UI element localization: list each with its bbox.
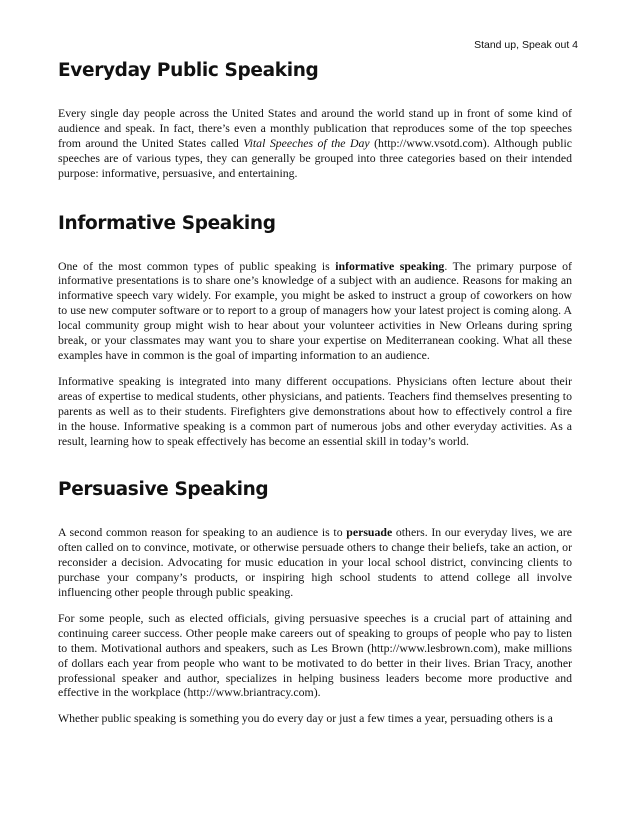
paragraph bbox=[58, 259, 572, 363]
paragraph bbox=[58, 525, 572, 600]
paragraph-text: Every single day people across the United States and around the world stand up in front of some kind of audience and speak. In fact, there’s even a monthly publication that reproduces some of the top speeches from around the United States called bbox=[58, 106, 572, 150]
key-term: persuade bbox=[346, 525, 393, 540]
running-head: Stand up, Speak out 4 bbox=[474, 39, 578, 51]
key-term: informative speaking bbox=[335, 258, 445, 273]
paragraph: Informative speaking is integrated into many different occupations. Physicians often lecture about their areas of expertise to medical students, other physicians, and patients. Teachers find themselves presenting to parents as well as to their students. Firefighters give demonstrations about how to effectively control a fire in the house. Informative speaking is a common part of numerous jobs and other everyday activities. As a result, learning how to speak effectively has become an essential skill in today’s world. bbox=[58, 373, 572, 448]
section-heading: Persuasive Speaking bbox=[58, 479, 269, 501]
page-content bbox=[58, 58, 572, 726]
paragraph-text: others. In our everyday lives, we are often called on to convince, motivate, or otherwise persuade others to change their beliefs, take an action, or reconsider a decision. Advocating for music education in your local school district, convincing clients to purchase your company’s products, or inspiring high school students to attend college all involve influencing other people through public speaking. bbox=[58, 525, 572, 600]
paragraph: For some people, such as elected officials, giving persuasive speeches is a crucial part of attaining and continuing career success. Other people make careers out of speaking to groups of people who pay to listen to them. Motivational authors and speakers, such as Les Brown (http://www.lesbrown.com), make millions of dollars each year from people who want to be motivated to do better in their lives. Brian Tracy, another professional speaker and author, specializes in helping business leaders become more productive and effective in the workplace (http://www.briantracy.com). bbox=[58, 610, 572, 700]
section-persuasive-speaking bbox=[58, 477, 572, 726]
section-heading: Informative Speaking bbox=[58, 212, 276, 234]
section-everyday-public-speaking bbox=[58, 58, 572, 181]
paragraph-text: (http://www.vsotd.com). Although public speeches are of various types, they can generally be grouped into three categories based on their intended purpose: informative, persuasive, and entertaining. bbox=[58, 135, 572, 180]
paragraph-text: A second common reason for speaking to an audience is to bbox=[58, 525, 347, 540]
paragraph bbox=[58, 106, 572, 181]
section-informative-speaking bbox=[58, 211, 572, 449]
section-heading: Everyday Public Speaking bbox=[58, 60, 319, 81]
paragraph-text: . The primary purpose of informative presentations is to share one’s knowledge of a subject with an audience. Reasons for making an informative speech vary widely. For example, you might be asked to instruct a group of coworkers on how to use new computer software or to report to a group of managers how your latest project is coming along. A local community group might wish to hear about your volunteer activities in New Orleans during spring break, or your classmates may want you to share your expertise on Mediterranean cooking. What all these examples have in common is the goal of imparting information to an audience. bbox=[58, 258, 572, 362]
paragraph-text: One of the most common types of public speaking is bbox=[58, 258, 336, 273]
publication-title: Vital Speeches of the Day bbox=[243, 135, 370, 150]
paragraph: Whether public speaking is something you do every day or just a few times a year, persuading others is a bbox=[58, 711, 553, 726]
